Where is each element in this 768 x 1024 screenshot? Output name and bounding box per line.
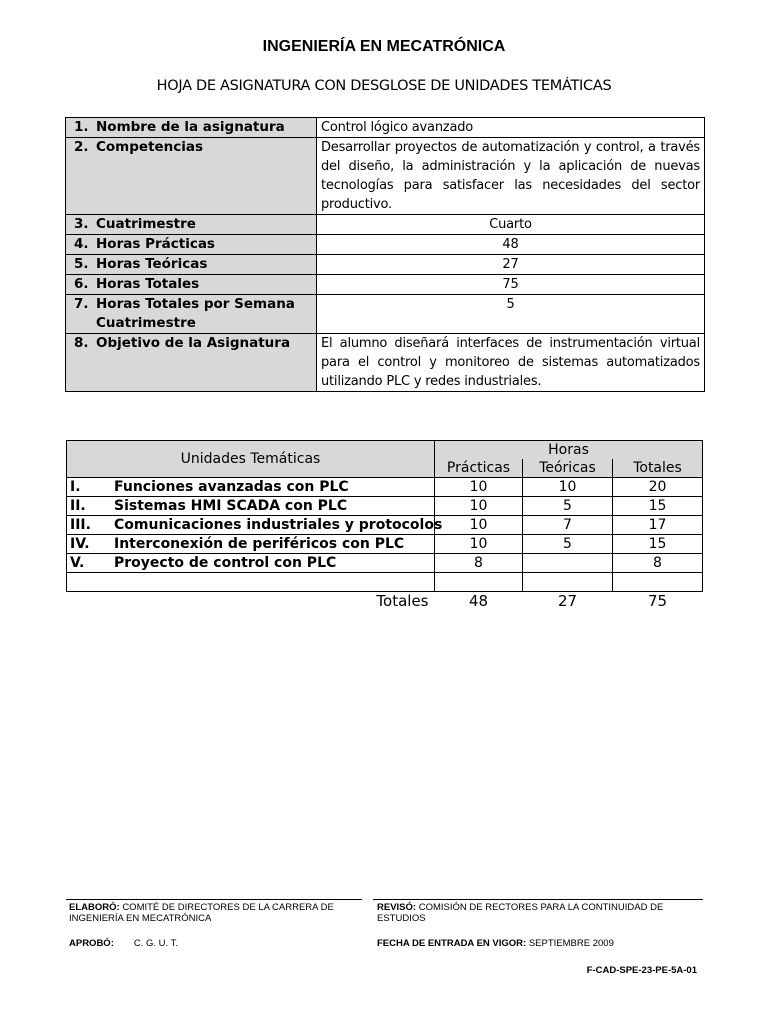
row-label: Competencias (96, 139, 204, 155)
row-label: Horas Totales por Semana (96, 296, 295, 312)
horas-semana-value: 5 (317, 295, 705, 334)
footer-rule-left (66, 899, 362, 900)
unit-name: Comunicaciones industriales y protocolos (114, 517, 443, 533)
unit-name: Proyecto de control con PLC (114, 555, 337, 571)
horas-teoricas-value: 27 (317, 255, 705, 275)
document-title: INGENIERÍA EN MECATRÓNICA (262, 38, 506, 55)
row-number: 5. (74, 256, 89, 272)
aprobo-text: C. G. U. T. (133, 938, 179, 949)
unit-teoricas: 7 (523, 516, 613, 535)
header-teoricas: Teóricas (523, 459, 613, 478)
unit-number: I. (70, 479, 81, 495)
total-totales: 75 (647, 592, 668, 610)
unit-number: III. (70, 517, 91, 533)
vigor-text: SEPTIEMBRE 2009 (528, 938, 614, 949)
header-horas: Horas (435, 441, 703, 460)
unit-number: V. (70, 555, 85, 571)
horas-practicas-value: 48 (317, 235, 705, 255)
unit-teoricas: 5 (523, 535, 613, 554)
reviso-text: COMISIÓN DE RECTORES PARA LA CONTINUIDAD DE ESTUDIOS (377, 902, 664, 924)
vigor-label: FECHA DE ENTRADA EN VIGOR: (377, 938, 527, 949)
unit-name: Interconexión de periféricos con PLC (114, 536, 405, 552)
document-subtitle: HOJA DE ASIGNATURA CON DESGLOSE DE UNIDADES TEMÁTICAS (156, 78, 612, 94)
unit-totales: 8 (613, 554, 703, 573)
info-row (66, 138, 705, 215)
footer-vigor (377, 938, 697, 949)
table-row (67, 478, 703, 497)
subject-name-value: Control lógico avanzado (317, 118, 705, 138)
unit-practicas: 10 (435, 497, 523, 516)
cuatrimestre-value: Cuarto (317, 215, 705, 235)
horas-totales-value: 75 (317, 275, 705, 295)
unit-teoricas (523, 554, 613, 573)
unit-practicas: 10 (435, 516, 523, 535)
units-header-row (67, 441, 703, 460)
unit-number: IV. (70, 536, 90, 552)
header-totales: Totales (613, 459, 703, 478)
objetivo-value: El alumno diseñará interfaces de instrumentación virtual para el control y monitoreo de sistemas automatizados utilizando PLC y redes industriales. (317, 334, 705, 392)
footer-reviso (377, 902, 697, 924)
info-row (66, 255, 705, 275)
row-number: 7. (74, 296, 89, 312)
info-row (66, 235, 705, 255)
row-number: 4. (74, 236, 89, 252)
row-number: 8. (74, 335, 89, 351)
totals-label: Totales (376, 592, 429, 610)
aprobo-label: APROBÓ: (69, 938, 114, 949)
unit-name: Funciones avanzadas con PLC (114, 479, 349, 495)
form-code: F-CAD-SPE-23-PE-5A-01 (586, 965, 697, 976)
unit-totales: 15 (613, 535, 703, 554)
row-label: Horas Teóricas (96, 256, 208, 272)
competencias-value: Desarrollar proyectos de automatización y control, a través del diseño, la administración y la aplicación de nuevas tecnologías para satisfacer las necesidades del sector productivo. (317, 138, 705, 215)
row-number: 1. (74, 119, 89, 135)
unit-number: II. (70, 498, 86, 514)
row-number: 6. (74, 276, 89, 292)
unit-practicas: 10 (435, 478, 523, 497)
row-label-continued: Cuatrimestre (96, 315, 196, 331)
row-label: Cuatrimestre (96, 216, 196, 232)
totals-row (67, 592, 703, 611)
unit-teoricas: 5 (523, 497, 613, 516)
info-row (66, 118, 705, 138)
header-practicas: Prácticas (435, 459, 523, 478)
row-number: 2. (74, 139, 89, 155)
table-row-empty (67, 573, 703, 592)
info-row (66, 215, 705, 235)
table-row (67, 497, 703, 516)
row-label: Horas Totales (96, 276, 200, 292)
header-unidades: Unidades Temáticas (67, 441, 435, 478)
elaboro-label: ELABORÓ: (69, 902, 120, 913)
info-row (66, 275, 705, 295)
unit-name: Sistemas HMI SCADA con PLC (114, 498, 348, 514)
unit-totales: 20 (613, 478, 703, 497)
footer-rule-right (373, 899, 703, 900)
info-row (66, 295, 705, 334)
unit-practicas: 8 (435, 554, 523, 573)
unit-totales: 15 (613, 497, 703, 516)
table-row (67, 554, 703, 573)
total-teoricas: 27 (557, 592, 578, 610)
unit-teoricas: 10 (523, 478, 613, 497)
total-practicas: 48 (468, 592, 489, 610)
footer-elaboro (69, 902, 361, 924)
footer-aprobo (69, 938, 361, 949)
row-label: Nombre de la asignatura (96, 119, 285, 135)
table-row (67, 516, 703, 535)
row-number: 3. (74, 216, 89, 232)
units-table (66, 440, 703, 610)
reviso-label: REVISÓ: (377, 902, 417, 913)
row-label: Horas Prácticas (96, 236, 215, 252)
subject-info-table (65, 117, 705, 392)
table-row (67, 535, 703, 554)
unit-practicas: 10 (435, 535, 523, 554)
row-label: Objetivo de la Asignatura (96, 335, 291, 351)
unit-totales: 17 (613, 516, 703, 535)
info-row (66, 334, 705, 392)
elaboro-text: COMITÉ DE DIRECTORES DE LA CARRERA DE INGENIERÍA EN MECATRÓNICA (69, 902, 334, 924)
